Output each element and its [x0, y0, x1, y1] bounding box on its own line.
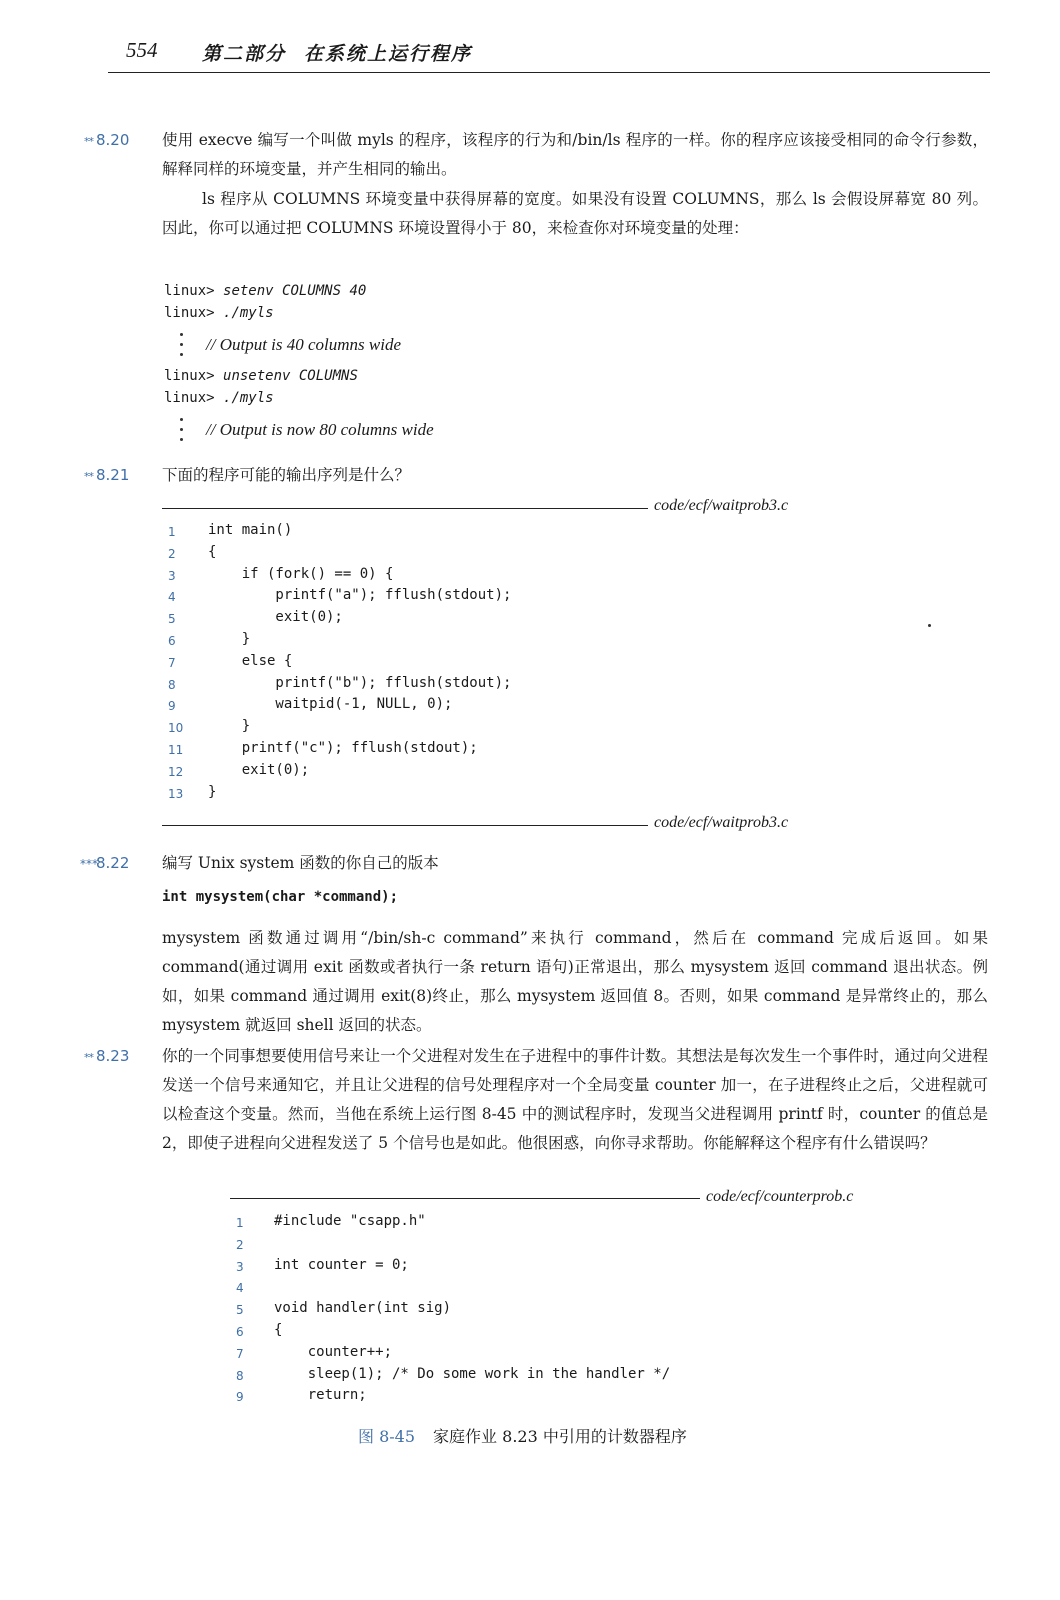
- code-text: return;: [274, 1387, 367, 1404]
- code-text: printf("b"); fflush(stdout);: [208, 674, 512, 691]
- line-number: 8: [168, 677, 176, 692]
- line-number: 13: [168, 786, 184, 801]
- code-line: [168, 609, 868, 631]
- exercise-8-21-text: 下面的程序可能的输出序列是什么？: [162, 466, 411, 484]
- code-text: printf("c"); fflush(stdout);: [208, 740, 478, 756]
- exercise-8-20-paragraph-2: ls 程序从 COLUMNS 环境变量中获得屏幕的宽度。如果没有设置 COLUMNS，那么 ls 会假设屏幕宽 80 列。因此，你可以通过把 COLUMNS 环境设置得小于 80，来检查你对环境变量的处理：: [162, 190, 988, 237]
- shell-prompt: linux>: [164, 368, 215, 384]
- figure-caption-text: 家庭作业 8.23 中引用的计数器程序: [433, 1427, 687, 1446]
- line-number: 8: [236, 1368, 244, 1383]
- code-text: #include "csapp.h": [274, 1213, 426, 1229]
- command-line: [164, 368, 358, 384]
- code-line: [168, 587, 868, 609]
- code-text: waitpid(-1, NULL, 0);: [208, 696, 453, 713]
- line-number: 3: [168, 568, 176, 583]
- exercise-number: 8.20: [96, 131, 130, 149]
- code-listing-counterprob: [236, 1213, 936, 1413]
- code-line: [168, 740, 868, 762]
- code-text: }: [208, 631, 251, 647]
- code-line: [168, 718, 868, 740]
- figure-label: 图 8-45: [358, 1427, 416, 1446]
- code-text: else {: [208, 652, 293, 669]
- command-line: [164, 390, 274, 406]
- exercise-8-20-text: 使用 execve 编写一个叫做 myls 的程序，该程序的行为和/bin/ls 程序的一样。你的程序应该接受相同的命令行参数，解释同样的环境变量，并产生相同的输出。: [162, 131, 988, 178]
- code-filename: code/ecf/waitprob3.c: [654, 497, 789, 514]
- ellipsis-dots: [180, 418, 186, 448]
- line-number: 6: [168, 634, 176, 648]
- output-comment: // Output is 40 columns wide: [206, 335, 402, 354]
- code-line: [236, 1257, 936, 1279]
- shell-command: ./myls: [223, 390, 274, 406]
- code-text: int counter = 0;: [274, 1256, 409, 1273]
- line-number: 2: [236, 1237, 244, 1252]
- ellipsis-dots: [180, 333, 186, 363]
- code-line: [168, 631, 868, 653]
- shell-command: unsetenv COLUMNS: [223, 368, 358, 384]
- code-text: exit(0);: [208, 761, 310, 778]
- page-number: 554: [126, 38, 158, 62]
- shell-command: setenv COLUMNS 40: [223, 283, 367, 299]
- shell-prompt: linux>: [164, 305, 215, 321]
- code-text: }: [208, 783, 217, 800]
- line-number: 12: [168, 764, 184, 779]
- code-line: [236, 1213, 936, 1235]
- code-line: [168, 675, 868, 697]
- difficulty-stars: **: [84, 470, 93, 483]
- code-line: [168, 696, 868, 718]
- shell-prompt: linux>: [164, 283, 215, 299]
- exercise-8-22-title: 编写 Unix system 函数的你自己的版本: [162, 854, 439, 872]
- difficulty-stars: **: [84, 135, 93, 148]
- code-text: }: [208, 718, 251, 735]
- code-listing-waitprob3: [168, 522, 868, 812]
- exercise-number: 8.23: [96, 1047, 130, 1065]
- code-text: {: [274, 1322, 283, 1338]
- line-number: 5: [168, 612, 176, 627]
- code-line: [236, 1322, 936, 1344]
- line-number: 7: [168, 655, 176, 670]
- code-filename: code/ecf/waitprob3.c: [654, 814, 789, 831]
- difficulty-stars: ***: [80, 856, 98, 871]
- part-title: 在系统上运行程序: [304, 43, 473, 65]
- code-text: int main(): [208, 522, 293, 538]
- code-line: [168, 566, 868, 588]
- command-line: [164, 305, 274, 321]
- exercise-number-8-21: [84, 466, 129, 484]
- line-number: 1: [236, 1216, 244, 1230]
- line-number: 3: [236, 1259, 244, 1274]
- exercise-number: 8.21: [96, 466, 130, 484]
- line-number: 7: [236, 1346, 244, 1361]
- line-number: 5: [236, 1303, 244, 1318]
- running-header: [108, 38, 990, 73]
- code-line: [236, 1278, 936, 1300]
- exercise-number-8-22: [80, 854, 129, 872]
- code-line: [168, 762, 868, 784]
- part-label: 第二部分: [202, 43, 287, 65]
- difficulty-stars: **: [84, 1051, 93, 1064]
- code-filename: code/ecf/counterprob.c: [706, 1188, 854, 1205]
- code-text: {: [208, 543, 217, 560]
- exercise-8-22-text: mysystem 函数通过调用“/bin/sh-c command”来执行 command，然后在 command 完成后返回。如果 command(通过调用 exit 函数或者执行一条 return 语句)正常退出，那么 mysystem 返回 command 退出状态。例如，如果 command 通过调用 exit(8)终止，那么 mysystem 返回值 8。否则，如果 command 是异常终止的，那么 mysystem 就返回 shell 返回的状态。: [162, 929, 988, 1034]
- code-text: if (fork() == 0) {: [208, 565, 394, 582]
- function-signature: int mysystem(char *command);: [162, 889, 399, 905]
- code-line: [236, 1344, 936, 1366]
- code-line: [236, 1366, 936, 1388]
- line-number: 2: [168, 546, 176, 561]
- code-text: counter++;: [274, 1343, 393, 1360]
- line-number: 9: [168, 699, 176, 714]
- shell-prompt: linux>: [164, 390, 215, 406]
- exercise-number: 8.22: [96, 854, 130, 872]
- code-line: [236, 1387, 936, 1409]
- command-line: [164, 283, 366, 299]
- running-head: [202, 39, 472, 66]
- line-number: 10: [168, 721, 184, 736]
- code-top-rule: [162, 508, 648, 509]
- exercise-number-8-23: [84, 1047, 129, 1065]
- code-line: [168, 544, 868, 566]
- exercise-number-8-20: [84, 131, 129, 149]
- code-line: [236, 1235, 936, 1257]
- line-number: 1: [168, 525, 176, 539]
- code-text: void handler(int sig): [274, 1300, 452, 1317]
- figure-caption: [358, 1424, 687, 1447]
- output-comment: // Output is now 80 columns wide: [206, 420, 434, 439]
- code-line: [168, 784, 868, 806]
- line-number: 9: [236, 1390, 244, 1405]
- print-speck: [928, 624, 931, 627]
- exercise-8-23-text: 你的一个同事想要使用信号来让一个父进程对发生在子进程中的事件计数。其想法是每次发生一个事件时，通过向父进程发送一个信号来通知它，并且让父进程的信号处理程序对一个全局变量 counter 加一，在子进程终止之后，父进程就可以检查这个变量。然而，当他在系统上运行图 8-45 中的测试程序时，发现当父进程调用 printf 时，counter 的值总是 2，即使子进程向父进程发送了 5 个信号也是如此。他很困惑，向你寻求帮助。你能解释这个程序有什么错误吗？: [162, 1047, 988, 1152]
- code-text: printf("a"); fflush(stdout);: [208, 587, 512, 604]
- code-bottom-rule: [162, 825, 648, 826]
- line-number: 6: [236, 1325, 244, 1339]
- shell-command: ./myls: [223, 305, 274, 321]
- line-number: 4: [168, 590, 176, 605]
- line-number: 11: [168, 743, 184, 757]
- code-text: sleep(1); /* Do some work in the handler */: [274, 1365, 671, 1382]
- code-line: [168, 522, 868, 544]
- code-line: [168, 653, 868, 675]
- line-number: 4: [236, 1281, 244, 1296]
- code-top-rule: [230, 1198, 700, 1199]
- code-text: exit(0);: [208, 609, 343, 626]
- code-line: [236, 1300, 936, 1322]
